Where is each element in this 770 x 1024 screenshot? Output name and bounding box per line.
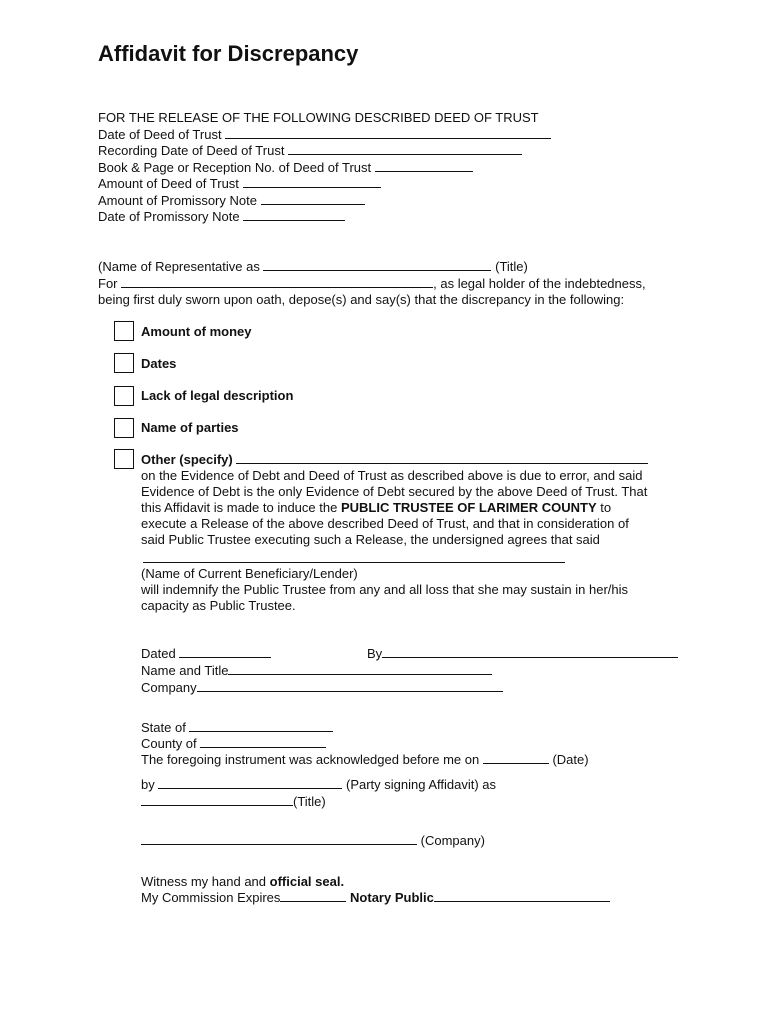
dates-checkbox[interactable] (114, 353, 134, 373)
dated-field[interactable] (179, 646, 271, 658)
notary-company-label: (Company) (420, 833, 485, 848)
beneficiary-field[interactable] (143, 551, 565, 563)
other-row (141, 452, 648, 468)
amount-note-row (98, 193, 365, 209)
book-page-field[interactable] (375, 160, 473, 172)
dated-row (141, 646, 271, 662)
company-label: Company (141, 680, 197, 695)
body-line-4: execute a Release of the above described Deed of Trust, and that in consideration of (141, 516, 629, 531)
company-row (141, 680, 503, 696)
notary-title-row (141, 794, 326, 810)
body-line-1: on the Evidence of Debt and Deed of Trust as described above is due to error, and said (141, 468, 643, 483)
commission-label: My Commission Expires (141, 890, 281, 905)
date-note-row (98, 209, 345, 225)
legal-holder-field[interactable] (121, 276, 433, 288)
dated-label: Dated (141, 646, 176, 661)
acknowledged-label: The foregoing instrument was acknowledged before me on (141, 752, 480, 767)
by-label: By (367, 646, 383, 661)
recording-date-row (98, 143, 522, 159)
body-line-7: will indemnify the Public Trustee from any and all loss that she may sustain in her/his (141, 582, 629, 597)
amount-of-money-checkbox[interactable] (114, 321, 134, 341)
other-specify-field[interactable] (236, 452, 648, 464)
witness-label: Witness my hand and (141, 874, 267, 889)
body-line-8: capacity as Public Trustee. (141, 598, 296, 613)
county-row (141, 736, 326, 752)
legal-description-label: Lack of legal description (141, 388, 294, 403)
party-row (141, 777, 496, 793)
acknowledged-date-label: (Date) (552, 752, 589, 767)
body-line-3 (141, 500, 611, 516)
public-trustee-name: PUBLIC TRUSTEE OF LARIMER COUNTY (340, 500, 597, 515)
commission-field[interactable] (280, 890, 346, 902)
company-field[interactable] (197, 680, 503, 692)
amount-deed-field[interactable] (243, 176, 381, 188)
representative-label: (Name of Representative as (98, 259, 260, 274)
commission-row (141, 890, 610, 906)
date-note-label: Date of Promissory Note (98, 209, 240, 224)
acknowledged-row (141, 752, 589, 768)
body-line-3-pre: this Affidavit is made to induce the (141, 500, 338, 515)
by-signature-field[interactable] (382, 646, 678, 658)
amount-of-money-label: Amount of money (141, 324, 252, 339)
state-label: State of (141, 720, 186, 735)
representative-row (98, 259, 528, 275)
amount-note-label: Amount of Promissory Note (98, 193, 257, 208)
date-note-field[interactable] (243, 209, 345, 221)
date-of-deed-label: Date of Deed of Trust (98, 127, 222, 142)
amount-deed-row (98, 176, 381, 192)
notary-public-label: Notary Public (350, 890, 434, 905)
recording-date-label: Recording Date of Deed of Trust (98, 143, 285, 158)
body-line-3-post: to (600, 500, 612, 515)
party-label: (Party signing Affidavit) as (345, 777, 497, 792)
amount-deed-label: Amount of Deed of Trust (98, 176, 239, 191)
name-title-row (141, 663, 492, 679)
notary-by-label: by (141, 777, 155, 792)
representative-field[interactable] (263, 259, 491, 271)
book-page-label: Book & Page or Reception No. of Deed of Trust (98, 160, 372, 175)
beneficiary-label: (Name of Current Beneficiary/Lender) (141, 566, 358, 581)
date-of-deed-field[interactable] (225, 127, 551, 139)
legal-holder-label: , as legal holder of the indebtedness, (433, 276, 646, 291)
name-of-parties-label: Name of parties (141, 420, 239, 435)
notary-public-field[interactable] (434, 890, 610, 902)
body-line-5: said Public Trustee executing such a Release, the undersigned agrees that said (141, 532, 600, 547)
name-title-label: Name and Title (141, 663, 229, 678)
acknowledged-date-field[interactable] (483, 752, 549, 764)
notary-company-field[interactable] (141, 833, 417, 845)
dates-label: Dates (141, 356, 177, 371)
state-row (141, 720, 333, 736)
for-label: For (98, 276, 118, 291)
deed-heading: FOR THE RELEASE OF THE FOLLOWING DESCRIBED DEED OF TRUST (98, 110, 539, 125)
for-row (98, 276, 646, 292)
name-title-field[interactable] (228, 663, 492, 675)
party-field[interactable] (158, 777, 342, 789)
other-checkbox[interactable] (114, 449, 134, 469)
notary-title-field[interactable] (141, 794, 293, 806)
amount-note-field[interactable] (261, 193, 365, 205)
date-of-deed-row (98, 127, 551, 143)
witness-row (141, 874, 344, 890)
book-page-row (98, 160, 473, 176)
by-row (367, 646, 678, 662)
sworn-statement: being first duly sworn upon oath, depose(s) and say(s) that the discrepancy in the following: (98, 292, 625, 307)
legal-description-checkbox[interactable] (114, 386, 134, 406)
state-field[interactable] (189, 720, 333, 732)
other-label: Other (specify) (141, 452, 233, 467)
recording-date-field[interactable] (288, 143, 522, 155)
representative-title-label: (Title) (495, 259, 528, 274)
body-line-2: Evidence of Debt is the only Evidence of Debt secured by the above Deed of Trust. That (141, 484, 648, 499)
county-field[interactable] (200, 736, 326, 748)
county-label: County of (141, 736, 197, 751)
notary-company-row (141, 833, 485, 849)
official-seal-label: official seal. (269, 874, 345, 889)
notary-title-label: (Title) (293, 794, 326, 809)
name-of-parties-checkbox[interactable] (114, 418, 134, 438)
page-title: Affidavit for Discrepancy (98, 41, 359, 66)
